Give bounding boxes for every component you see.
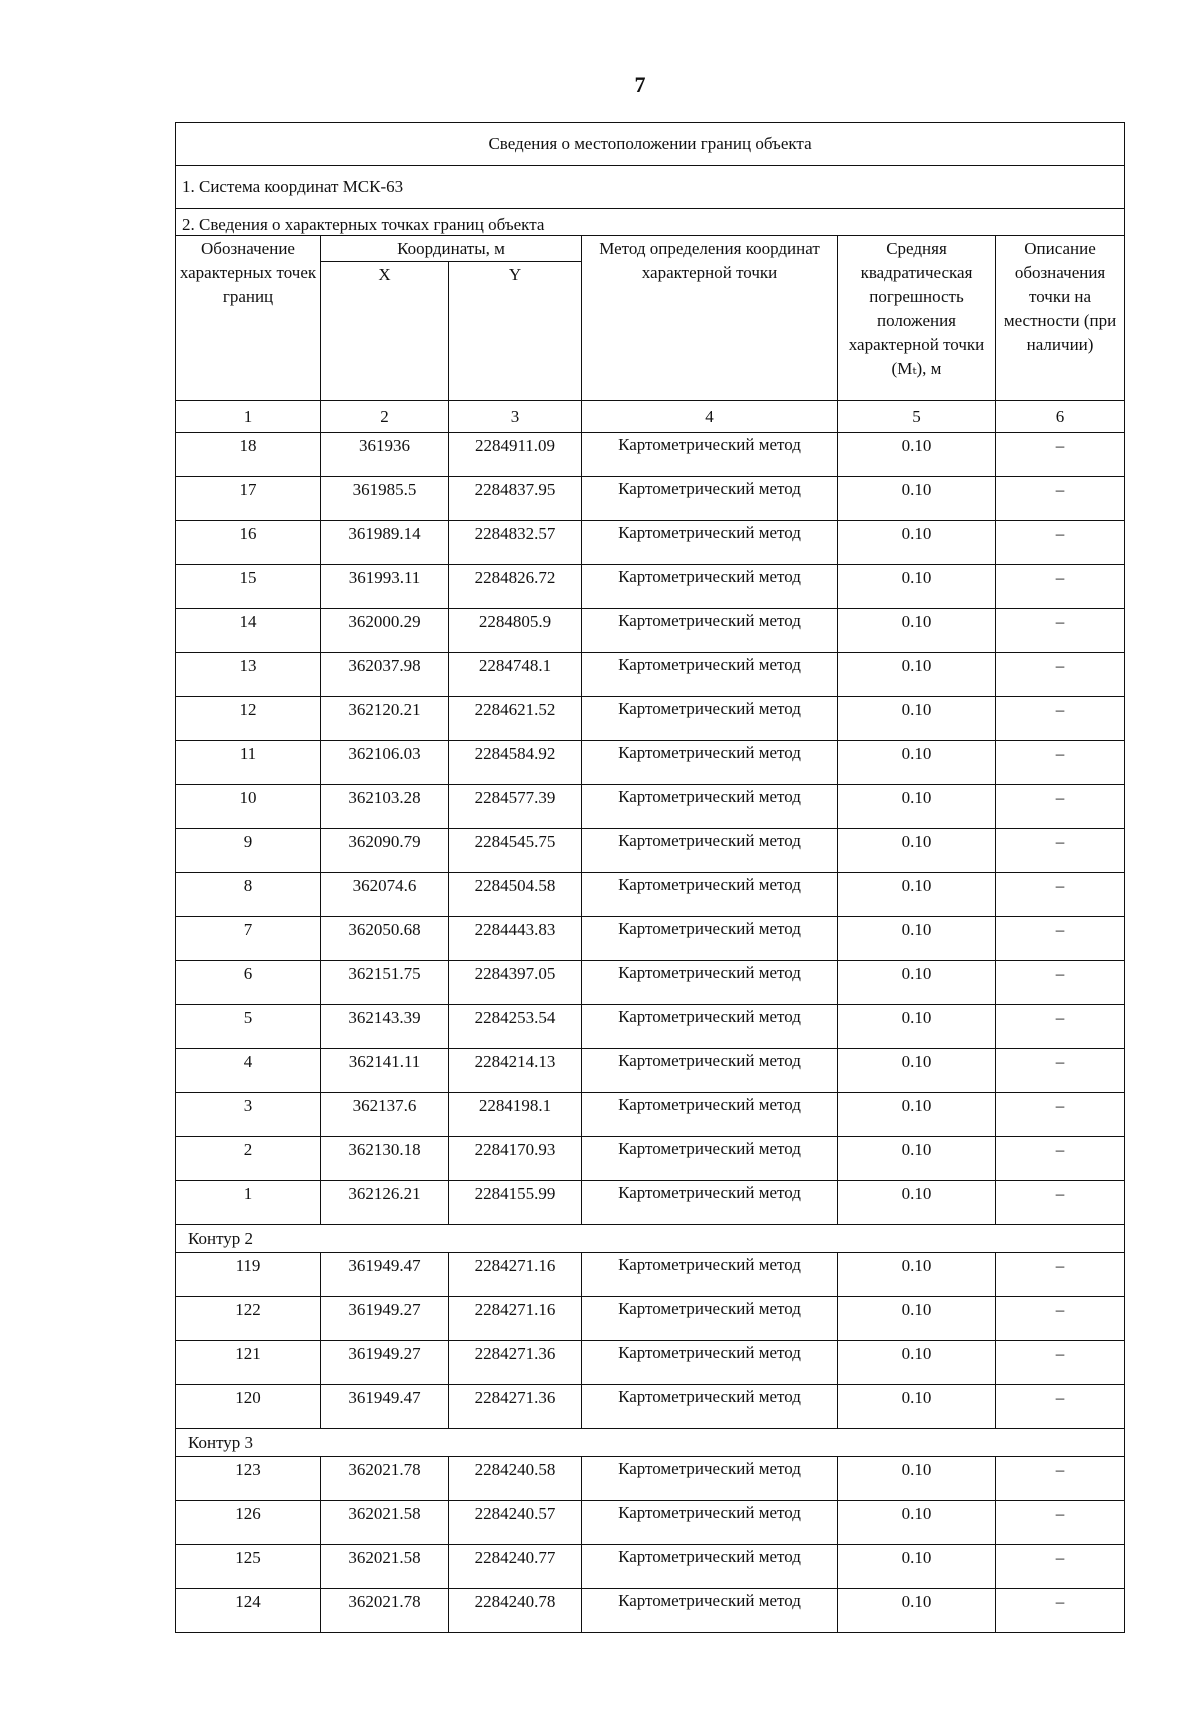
point-id: 4 xyxy=(176,1049,321,1093)
description: – xyxy=(996,1501,1125,1545)
method: Картометрический метод xyxy=(582,1589,838,1633)
contour-label: Контур 2 xyxy=(176,1225,1125,1253)
header-point: Обозначение характерных точек границ xyxy=(176,236,321,401)
coord-x: 362141.11 xyxy=(321,1049,449,1093)
description: – xyxy=(996,873,1125,917)
boundary-points-table xyxy=(175,122,1125,1633)
method: Картометрический метод xyxy=(582,609,838,653)
error-value: 0.10 xyxy=(838,785,996,829)
coord-y: 2284837.95 xyxy=(449,477,582,521)
coord-y: 2284271.36 xyxy=(449,1385,582,1429)
point-id: 1 xyxy=(176,1181,321,1225)
coord-x: 362130.18 xyxy=(321,1137,449,1181)
coord-x: 362050.68 xyxy=(321,917,449,961)
coord-y: 2284170.93 xyxy=(449,1137,582,1181)
method: Картометрический метод xyxy=(582,653,838,697)
description: – xyxy=(996,785,1125,829)
table-subtitle: 2. Сведения о характерных точках границ объекта xyxy=(176,209,1125,236)
description: – xyxy=(996,1385,1125,1429)
error-value: 0.10 xyxy=(838,1137,996,1181)
method: Картометрический метод xyxy=(582,1049,838,1093)
table-row xyxy=(176,1253,1125,1297)
header-y: Y xyxy=(449,262,582,401)
description: – xyxy=(996,1457,1125,1501)
point-id: 9 xyxy=(176,829,321,873)
description: – xyxy=(996,1297,1125,1341)
contour-label: Контур 3 xyxy=(176,1429,1125,1457)
description: – xyxy=(996,1137,1125,1181)
coordinate-system-row xyxy=(176,166,1125,209)
coord-x: 362000.29 xyxy=(321,609,449,653)
contour-label-row xyxy=(176,1225,1125,1253)
description: – xyxy=(996,653,1125,697)
table-title-row xyxy=(176,123,1125,166)
table-row xyxy=(176,653,1125,697)
coord-y: 2284214.13 xyxy=(449,1049,582,1093)
description: – xyxy=(996,1181,1125,1225)
method: Картометрический метод xyxy=(582,1341,838,1385)
coord-x: 362126.21 xyxy=(321,1181,449,1225)
page-number: 7 xyxy=(634,72,646,97)
error-value: 0.10 xyxy=(838,477,996,521)
coord-x: 361993.11 xyxy=(321,565,449,609)
method: Картометрический метод xyxy=(582,873,838,917)
method: Картометрический метод xyxy=(582,961,838,1005)
description: – xyxy=(996,521,1125,565)
table-row xyxy=(176,521,1125,565)
point-id: 18 xyxy=(176,433,321,477)
description: – xyxy=(996,1049,1125,1093)
table-row xyxy=(176,961,1125,1005)
point-id: 12 xyxy=(176,697,321,741)
error-value: 0.10 xyxy=(838,917,996,961)
column-number: 2 xyxy=(321,401,449,433)
coord-y: 2284504.58 xyxy=(449,873,582,917)
table-row xyxy=(176,917,1125,961)
error-value: 0.10 xyxy=(838,521,996,565)
table-row xyxy=(176,1049,1125,1093)
coord-x: 362021.78 xyxy=(321,1589,449,1633)
point-id: 11 xyxy=(176,741,321,785)
column-number: 1 xyxy=(176,401,321,433)
coord-x: 361949.27 xyxy=(321,1297,449,1341)
error-value: 0.10 xyxy=(838,1049,996,1093)
coord-x: 361985.5 xyxy=(321,477,449,521)
point-id: 121 xyxy=(176,1341,321,1385)
error-value: 0.10 xyxy=(838,1341,996,1385)
coord-x: 361949.27 xyxy=(321,1341,449,1385)
coord-y: 2284198.1 xyxy=(449,1093,582,1137)
point-id: 7 xyxy=(176,917,321,961)
point-id: 126 xyxy=(176,1501,321,1545)
table-row xyxy=(176,1501,1125,1545)
coord-y: 2284911.09 xyxy=(449,433,582,477)
method: Картометрический метод xyxy=(582,829,838,873)
table-row xyxy=(176,1545,1125,1589)
description: – xyxy=(996,565,1125,609)
coord-y: 2284240.57 xyxy=(449,1501,582,1545)
coord-x: 362074.6 xyxy=(321,873,449,917)
coord-y: 2284443.83 xyxy=(449,917,582,961)
error-value: 0.10 xyxy=(838,1181,996,1225)
method: Картометрический метод xyxy=(582,1005,838,1049)
point-id: 122 xyxy=(176,1297,321,1341)
coord-x: 361989.14 xyxy=(321,521,449,565)
table-row xyxy=(176,697,1125,741)
coord-y: 2284577.39 xyxy=(449,785,582,829)
coord-x: 361936 xyxy=(321,433,449,477)
error-value: 0.10 xyxy=(838,697,996,741)
point-id: 8 xyxy=(176,873,321,917)
subtitle-row xyxy=(176,209,1125,236)
coord-x: 361949.47 xyxy=(321,1253,449,1297)
table-title: Сведения о местоположении границ объекта xyxy=(176,123,1125,166)
error-value: 0.10 xyxy=(838,1457,996,1501)
coord-y: 2284832.57 xyxy=(449,521,582,565)
point-id: 15 xyxy=(176,565,321,609)
description: – xyxy=(996,1005,1125,1049)
method: Картометрический метод xyxy=(582,917,838,961)
coord-y: 2284155.99 xyxy=(449,1181,582,1225)
method: Картометрический метод xyxy=(582,785,838,829)
point-id: 10 xyxy=(176,785,321,829)
header-row-top xyxy=(176,236,1125,262)
method: Картометрический метод xyxy=(582,1093,838,1137)
table-row xyxy=(176,1093,1125,1137)
coord-x: 362120.21 xyxy=(321,697,449,741)
error-value: 0.10 xyxy=(838,1589,996,1633)
error-value: 0.10 xyxy=(838,1005,996,1049)
coord-y: 2284621.52 xyxy=(449,697,582,741)
description: – xyxy=(996,697,1125,741)
coord-y: 2284584.92 xyxy=(449,741,582,785)
coord-y: 2284240.78 xyxy=(449,1589,582,1633)
method: Картометрический метод xyxy=(582,477,838,521)
table-row xyxy=(176,741,1125,785)
description: – xyxy=(996,1093,1125,1137)
error-value: 0.10 xyxy=(838,1501,996,1545)
error-value: 0.10 xyxy=(838,1297,996,1341)
error-value: 0.10 xyxy=(838,873,996,917)
point-id: 125 xyxy=(176,1545,321,1589)
coord-y: 2284240.77 xyxy=(449,1545,582,1589)
error-value: 0.10 xyxy=(838,565,996,609)
column-number-row xyxy=(176,401,1125,433)
table-row xyxy=(176,1297,1125,1341)
method: Картометрический метод xyxy=(582,1253,838,1297)
error-value: 0.10 xyxy=(838,653,996,697)
point-id: 5 xyxy=(176,1005,321,1049)
coord-y: 2284253.54 xyxy=(449,1005,582,1049)
description: – xyxy=(996,477,1125,521)
error-value: 0.10 xyxy=(838,1093,996,1137)
method: Картометрический метод xyxy=(582,697,838,741)
point-id: 13 xyxy=(176,653,321,697)
table-row xyxy=(176,477,1125,521)
coord-x: 362021.78 xyxy=(321,1457,449,1501)
point-id: 3 xyxy=(176,1093,321,1137)
coord-x: 362021.58 xyxy=(321,1545,449,1589)
header-description: Описание обозначения точки на местности (при наличии) xyxy=(996,236,1125,401)
coord-x: 362090.79 xyxy=(321,829,449,873)
table-row xyxy=(176,829,1125,873)
method: Картометрический метод xyxy=(582,433,838,477)
coord-y: 2284271.16 xyxy=(449,1297,582,1341)
coord-y: 2284271.16 xyxy=(449,1253,582,1297)
error-value: 0.10 xyxy=(838,433,996,477)
column-number: 4 xyxy=(582,401,838,433)
method: Картометрический метод xyxy=(582,1137,838,1181)
point-id: 119 xyxy=(176,1253,321,1297)
table-row xyxy=(176,1457,1125,1501)
table-row xyxy=(176,1181,1125,1225)
description: – xyxy=(996,1341,1125,1385)
error-value: 0.10 xyxy=(838,1545,996,1589)
column-number: 6 xyxy=(996,401,1125,433)
table-row xyxy=(176,565,1125,609)
error-value: 0.10 xyxy=(838,961,996,1005)
method: Картометрический метод xyxy=(582,1457,838,1501)
point-id: 16 xyxy=(176,521,321,565)
table-row xyxy=(176,873,1125,917)
table-row xyxy=(176,785,1125,829)
description: – xyxy=(996,741,1125,785)
error-value: 0.10 xyxy=(838,1253,996,1297)
error-value: 0.10 xyxy=(838,1385,996,1429)
method: Картометрический метод xyxy=(582,565,838,609)
method: Картометрический метод xyxy=(582,521,838,565)
description: – xyxy=(996,961,1125,1005)
table-row xyxy=(176,433,1125,477)
description: – xyxy=(996,433,1125,477)
error-value: 0.10 xyxy=(838,609,996,653)
coord-y: 2284748.1 xyxy=(449,653,582,697)
header-coords: Координаты, м xyxy=(321,236,582,262)
table-row xyxy=(176,1005,1125,1049)
point-id: 17 xyxy=(176,477,321,521)
method: Картометрический метод xyxy=(582,1297,838,1341)
point-id: 2 xyxy=(176,1137,321,1181)
coord-y: 2284545.75 xyxy=(449,829,582,873)
description: – xyxy=(996,829,1125,873)
point-id: 6 xyxy=(176,961,321,1005)
coord-y: 2284826.72 xyxy=(449,565,582,609)
method: Картометрический метод xyxy=(582,1385,838,1429)
description: – xyxy=(996,609,1125,653)
table-row xyxy=(176,1137,1125,1181)
table-row xyxy=(176,609,1125,653)
point-id: 124 xyxy=(176,1589,321,1633)
table-row xyxy=(176,1589,1125,1633)
point-id: 123 xyxy=(176,1457,321,1501)
table-row xyxy=(176,1341,1125,1385)
method: Картометрический метод xyxy=(582,1545,838,1589)
description: – xyxy=(996,1589,1125,1633)
coord-x: 362103.28 xyxy=(321,785,449,829)
coord-x: 362137.6 xyxy=(321,1093,449,1137)
header-method: Метод определения координат характерной точки xyxy=(582,236,838,401)
coord-y: 2284240.58 xyxy=(449,1457,582,1501)
error-value: 0.10 xyxy=(838,741,996,785)
method: Картометрический метод xyxy=(582,1501,838,1545)
coord-x: 362037.98 xyxy=(321,653,449,697)
coord-y: 2284397.05 xyxy=(449,961,582,1005)
coord-x: 361949.47 xyxy=(321,1385,449,1429)
description: – xyxy=(996,1253,1125,1297)
table-row xyxy=(176,1385,1125,1429)
coord-x: 362143.39 xyxy=(321,1005,449,1049)
header-x: X xyxy=(321,262,449,401)
column-number: 3 xyxy=(449,401,582,433)
coordinate-system: 1. Система координат МСК-63 xyxy=(176,166,1125,209)
method: Картометрический метод xyxy=(582,741,838,785)
point-id: 120 xyxy=(176,1385,321,1429)
point-id: 14 xyxy=(176,609,321,653)
method: Картометрический метод xyxy=(582,1181,838,1225)
description: – xyxy=(996,917,1125,961)
error-value: 0.10 xyxy=(838,829,996,873)
header-error: Средняя квадратическая погрешность положения характерной точки (Mₜ), м xyxy=(838,236,996,401)
coord-x: 362021.58 xyxy=(321,1501,449,1545)
coord-x: 362106.03 xyxy=(321,741,449,785)
column-number: 5 xyxy=(838,401,996,433)
coord-y: 2284271.36 xyxy=(449,1341,582,1385)
description: – xyxy=(996,1545,1125,1589)
coord-y: 2284805.9 xyxy=(449,609,582,653)
contour-label-row xyxy=(176,1429,1125,1457)
coord-x: 362151.75 xyxy=(321,961,449,1005)
